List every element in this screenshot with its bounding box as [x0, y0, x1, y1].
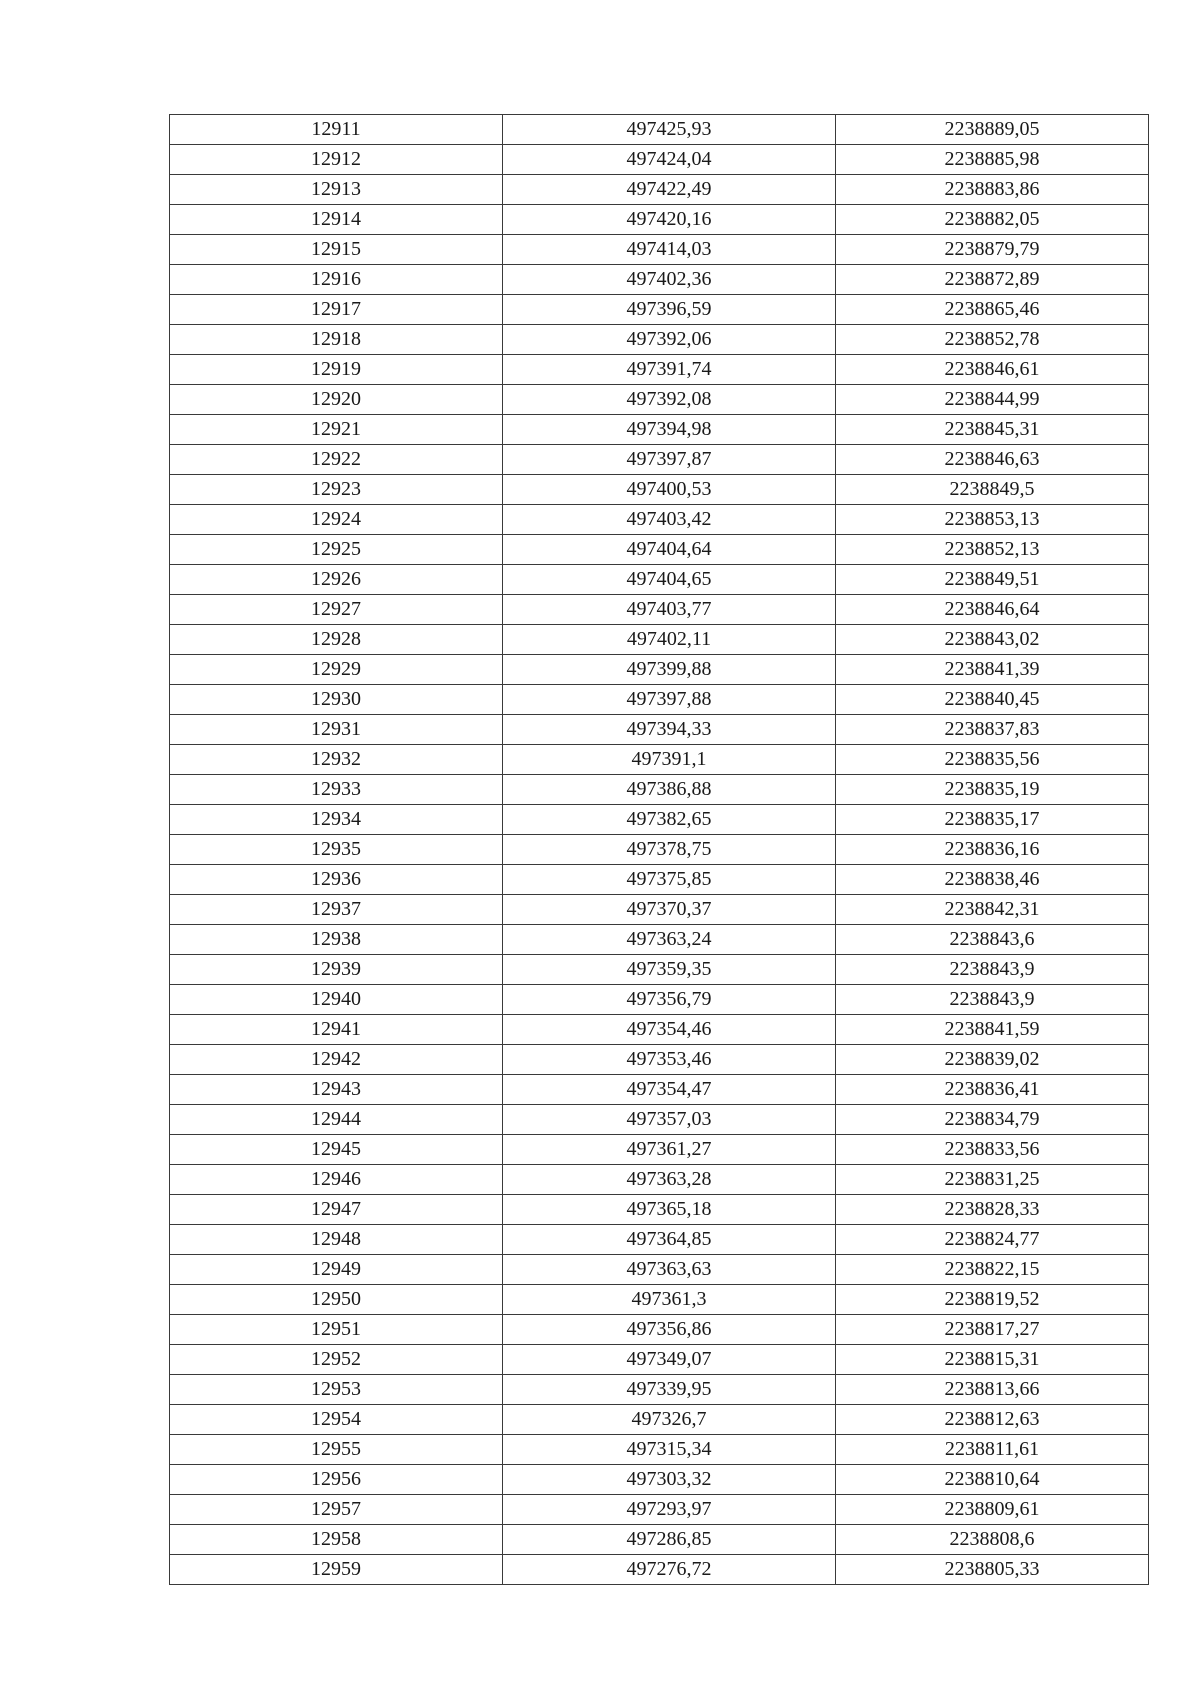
- table-row: [170, 1375, 1149, 1405]
- point-number-cell: 12948: [170, 1225, 503, 1255]
- point-number-cell: 12937: [170, 895, 503, 925]
- point-number-cell: 12942: [170, 1045, 503, 1075]
- point-number-cell: 12930: [170, 685, 503, 715]
- y-coordinate-cell: 2238883,86: [836, 175, 1149, 205]
- table-row: [170, 985, 1149, 1015]
- x-coordinate-cell: 497396,59: [503, 295, 836, 325]
- point-number-cell: 12945: [170, 1135, 503, 1165]
- y-coordinate-cell: 2238808,6: [836, 1525, 1149, 1555]
- y-coordinate-cell: 2238835,56: [836, 745, 1149, 775]
- table-row: [170, 925, 1149, 955]
- y-coordinate-cell: 2238819,52: [836, 1285, 1149, 1315]
- y-coordinate-cell: 2238853,13: [836, 505, 1149, 535]
- table-row: [170, 625, 1149, 655]
- x-coordinate-cell: 497349,07: [503, 1345, 836, 1375]
- x-coordinate-cell: 497353,46: [503, 1045, 836, 1075]
- point-number-cell: 12957: [170, 1495, 503, 1525]
- coordinates-table: [169, 114, 1149, 1585]
- table-row: [170, 1285, 1149, 1315]
- y-coordinate-cell: 2238841,59: [836, 1015, 1149, 1045]
- y-coordinate-cell: 2238843,9: [836, 955, 1149, 985]
- point-number-cell: 12917: [170, 295, 503, 325]
- y-coordinate-cell: 2238872,89: [836, 265, 1149, 295]
- table-row: [170, 535, 1149, 565]
- x-coordinate-cell: 497402,36: [503, 265, 836, 295]
- point-number-cell: 12928: [170, 625, 503, 655]
- table-row: [170, 1195, 1149, 1225]
- x-coordinate-cell: 497365,18: [503, 1195, 836, 1225]
- y-coordinate-cell: 2238841,39: [836, 655, 1149, 685]
- y-coordinate-cell: 2238809,61: [836, 1495, 1149, 1525]
- table-row: [170, 505, 1149, 535]
- point-number-cell: 12932: [170, 745, 503, 775]
- y-coordinate-cell: 2238843,02: [836, 625, 1149, 655]
- table-row: [170, 1465, 1149, 1495]
- x-coordinate-cell: 497394,98: [503, 415, 836, 445]
- x-coordinate-cell: 497397,88: [503, 685, 836, 715]
- point-number-cell: 12951: [170, 1315, 503, 1345]
- table-row: [170, 955, 1149, 985]
- table-row: [170, 1075, 1149, 1105]
- point-number-cell: 12918: [170, 325, 503, 355]
- point-number-cell: 12922: [170, 445, 503, 475]
- y-coordinate-cell: 2238817,27: [836, 1315, 1149, 1345]
- table-row: [170, 475, 1149, 505]
- x-coordinate-cell: 497370,37: [503, 895, 836, 925]
- table-row: [170, 1555, 1149, 1585]
- x-coordinate-cell: 497422,49: [503, 175, 836, 205]
- point-number-cell: 12935: [170, 835, 503, 865]
- table-row: [170, 1435, 1149, 1465]
- table-row: [170, 565, 1149, 595]
- y-coordinate-cell: 2238882,05: [836, 205, 1149, 235]
- x-coordinate-cell: 497363,63: [503, 1255, 836, 1285]
- point-number-cell: 12938: [170, 925, 503, 955]
- table-row: [170, 1135, 1149, 1165]
- y-coordinate-cell: 2238828,33: [836, 1195, 1149, 1225]
- coordinates-table-body: [170, 115, 1149, 1585]
- point-number-cell: 12921: [170, 415, 503, 445]
- x-coordinate-cell: 497286,85: [503, 1525, 836, 1555]
- table-row: [170, 295, 1149, 325]
- y-coordinate-cell: 2238839,02: [836, 1045, 1149, 1075]
- y-coordinate-cell: 2238885,98: [836, 145, 1149, 175]
- point-number-cell: 12943: [170, 1075, 503, 1105]
- x-coordinate-cell: 497425,93: [503, 115, 836, 145]
- point-number-cell: 12940: [170, 985, 503, 1015]
- x-coordinate-cell: 497361,3: [503, 1285, 836, 1315]
- point-number-cell: 12950: [170, 1285, 503, 1315]
- y-coordinate-cell: 2238852,78: [836, 325, 1149, 355]
- y-coordinate-cell: 2238812,63: [836, 1405, 1149, 1435]
- y-coordinate-cell: 2238879,79: [836, 235, 1149, 265]
- y-coordinate-cell: 2238849,5: [836, 475, 1149, 505]
- table-row: [170, 895, 1149, 925]
- point-number-cell: 12955: [170, 1435, 503, 1465]
- y-coordinate-cell: 2238846,63: [836, 445, 1149, 475]
- table-row: [170, 1105, 1149, 1135]
- point-number-cell: 12953: [170, 1375, 503, 1405]
- table-row: [170, 175, 1149, 205]
- table-row: [170, 1045, 1149, 1075]
- point-number-cell: 12933: [170, 775, 503, 805]
- y-coordinate-cell: 2238849,51: [836, 565, 1149, 595]
- point-number-cell: 12931: [170, 715, 503, 745]
- x-coordinate-cell: 497293,97: [503, 1495, 836, 1525]
- y-coordinate-cell: 2238836,41: [836, 1075, 1149, 1105]
- point-number-cell: 12916: [170, 265, 503, 295]
- point-number-cell: 12923: [170, 475, 503, 505]
- point-number-cell: 12924: [170, 505, 503, 535]
- x-coordinate-cell: 497276,72: [503, 1555, 836, 1585]
- table-row: [170, 1405, 1149, 1435]
- y-coordinate-cell: 2238833,56: [836, 1135, 1149, 1165]
- table-row: [170, 835, 1149, 865]
- table-row: [170, 655, 1149, 685]
- y-coordinate-cell: 2238838,46: [836, 865, 1149, 895]
- x-coordinate-cell: 497404,65: [503, 565, 836, 595]
- x-coordinate-cell: 497326,7: [503, 1405, 836, 1435]
- y-coordinate-cell: 2238810,64: [836, 1465, 1149, 1495]
- table-row: [170, 715, 1149, 745]
- point-number-cell: 12934: [170, 805, 503, 835]
- x-coordinate-cell: 497414,03: [503, 235, 836, 265]
- x-coordinate-cell: 497386,88: [503, 775, 836, 805]
- y-coordinate-cell: 2238845,31: [836, 415, 1149, 445]
- x-coordinate-cell: 497392,08: [503, 385, 836, 415]
- y-coordinate-cell: 2238815,31: [836, 1345, 1149, 1375]
- point-number-cell: 12914: [170, 205, 503, 235]
- x-coordinate-cell: 497382,65: [503, 805, 836, 835]
- point-number-cell: 12927: [170, 595, 503, 625]
- x-coordinate-cell: 497363,24: [503, 925, 836, 955]
- point-number-cell: 12939: [170, 955, 503, 985]
- table-row: [170, 1525, 1149, 1555]
- point-number-cell: 12941: [170, 1015, 503, 1045]
- y-coordinate-cell: 2238805,33: [836, 1555, 1149, 1585]
- x-coordinate-cell: 497403,77: [503, 595, 836, 625]
- x-coordinate-cell: 497315,34: [503, 1435, 836, 1465]
- y-coordinate-cell: 2238831,25: [836, 1165, 1149, 1195]
- point-number-cell: 12919: [170, 355, 503, 385]
- point-number-cell: 12915: [170, 235, 503, 265]
- x-coordinate-cell: 497357,03: [503, 1105, 836, 1135]
- table-row: [170, 1495, 1149, 1525]
- table-row: [170, 415, 1149, 445]
- point-number-cell: 12912: [170, 145, 503, 175]
- x-coordinate-cell: 497424,04: [503, 145, 836, 175]
- point-number-cell: 12926: [170, 565, 503, 595]
- x-coordinate-cell: 497404,64: [503, 535, 836, 565]
- x-coordinate-cell: 497400,53: [503, 475, 836, 505]
- x-coordinate-cell: 497391,74: [503, 355, 836, 385]
- table-row: [170, 235, 1149, 265]
- y-coordinate-cell: 2238813,66: [836, 1375, 1149, 1405]
- point-number-cell: 12956: [170, 1465, 503, 1495]
- point-number-cell: 12959: [170, 1555, 503, 1585]
- x-coordinate-cell: 497391,1: [503, 745, 836, 775]
- y-coordinate-cell: 2238834,79: [836, 1105, 1149, 1135]
- y-coordinate-cell: 2238846,61: [836, 355, 1149, 385]
- table-row: [170, 325, 1149, 355]
- x-coordinate-cell: 497339,95: [503, 1375, 836, 1405]
- table-row: [170, 865, 1149, 895]
- x-coordinate-cell: 497354,47: [503, 1075, 836, 1105]
- point-number-cell: 12925: [170, 535, 503, 565]
- point-number-cell: 12947: [170, 1195, 503, 1225]
- y-coordinate-cell: 2238844,99: [836, 385, 1149, 415]
- point-number-cell: 12936: [170, 865, 503, 895]
- x-coordinate-cell: 497402,11: [503, 625, 836, 655]
- table-row: [170, 1225, 1149, 1255]
- x-coordinate-cell: 497354,46: [503, 1015, 836, 1045]
- y-coordinate-cell: 2238836,16: [836, 835, 1149, 865]
- table-row: [170, 445, 1149, 475]
- x-coordinate-cell: 497378,75: [503, 835, 836, 865]
- table-row: [170, 145, 1149, 175]
- point-number-cell: 12946: [170, 1165, 503, 1195]
- point-number-cell: 12952: [170, 1345, 503, 1375]
- x-coordinate-cell: 497356,86: [503, 1315, 836, 1345]
- table-row: [170, 205, 1149, 235]
- y-coordinate-cell: 2238835,19: [836, 775, 1149, 805]
- y-coordinate-cell: 2238843,9: [836, 985, 1149, 1015]
- x-coordinate-cell: 497403,42: [503, 505, 836, 535]
- y-coordinate-cell: 2238842,31: [836, 895, 1149, 925]
- x-coordinate-cell: 497363,28: [503, 1165, 836, 1195]
- x-coordinate-cell: 497356,79: [503, 985, 836, 1015]
- table-row: [170, 355, 1149, 385]
- x-coordinate-cell: 497361,27: [503, 1135, 836, 1165]
- point-number-cell: 12913: [170, 175, 503, 205]
- table-row: [170, 385, 1149, 415]
- table-row: [170, 1015, 1149, 1045]
- y-coordinate-cell: 2238852,13: [836, 535, 1149, 565]
- point-number-cell: 12944: [170, 1105, 503, 1135]
- point-number-cell: 12929: [170, 655, 503, 685]
- table-row: [170, 1345, 1149, 1375]
- point-number-cell: 12949: [170, 1255, 503, 1285]
- table-row: [170, 115, 1149, 145]
- x-coordinate-cell: 497303,32: [503, 1465, 836, 1495]
- y-coordinate-cell: 2238840,45: [836, 685, 1149, 715]
- point-number-cell: 12958: [170, 1525, 503, 1555]
- x-coordinate-cell: 497364,85: [503, 1225, 836, 1255]
- y-coordinate-cell: 2238837,83: [836, 715, 1149, 745]
- y-coordinate-cell: 2238865,46: [836, 295, 1149, 325]
- y-coordinate-cell: 2238835,17: [836, 805, 1149, 835]
- table-row: [170, 1165, 1149, 1195]
- y-coordinate-cell: 2238846,64: [836, 595, 1149, 625]
- point-number-cell: 12954: [170, 1405, 503, 1435]
- x-coordinate-cell: 497392,06: [503, 325, 836, 355]
- y-coordinate-cell: 2238811,61: [836, 1435, 1149, 1465]
- table-row: [170, 805, 1149, 835]
- y-coordinate-cell: 2238822,15: [836, 1255, 1149, 1285]
- x-coordinate-cell: 497375,85: [503, 865, 836, 895]
- x-coordinate-cell: 497359,35: [503, 955, 836, 985]
- table-row: [170, 1255, 1149, 1285]
- table-row: [170, 775, 1149, 805]
- table-row: [170, 595, 1149, 625]
- y-coordinate-cell: 2238824,77: [836, 1225, 1149, 1255]
- point-number-cell: 12920: [170, 385, 503, 415]
- x-coordinate-cell: 497397,87: [503, 445, 836, 475]
- table-row: [170, 1315, 1149, 1345]
- point-number-cell: 12911: [170, 115, 503, 145]
- table-row: [170, 265, 1149, 295]
- x-coordinate-cell: 497420,16: [503, 205, 836, 235]
- table-row: [170, 745, 1149, 775]
- x-coordinate-cell: 497399,88: [503, 655, 836, 685]
- table-row: [170, 685, 1149, 715]
- y-coordinate-cell: 2238889,05: [836, 115, 1149, 145]
- y-coordinate-cell: 2238843,6: [836, 925, 1149, 955]
- x-coordinate-cell: 497394,33: [503, 715, 836, 745]
